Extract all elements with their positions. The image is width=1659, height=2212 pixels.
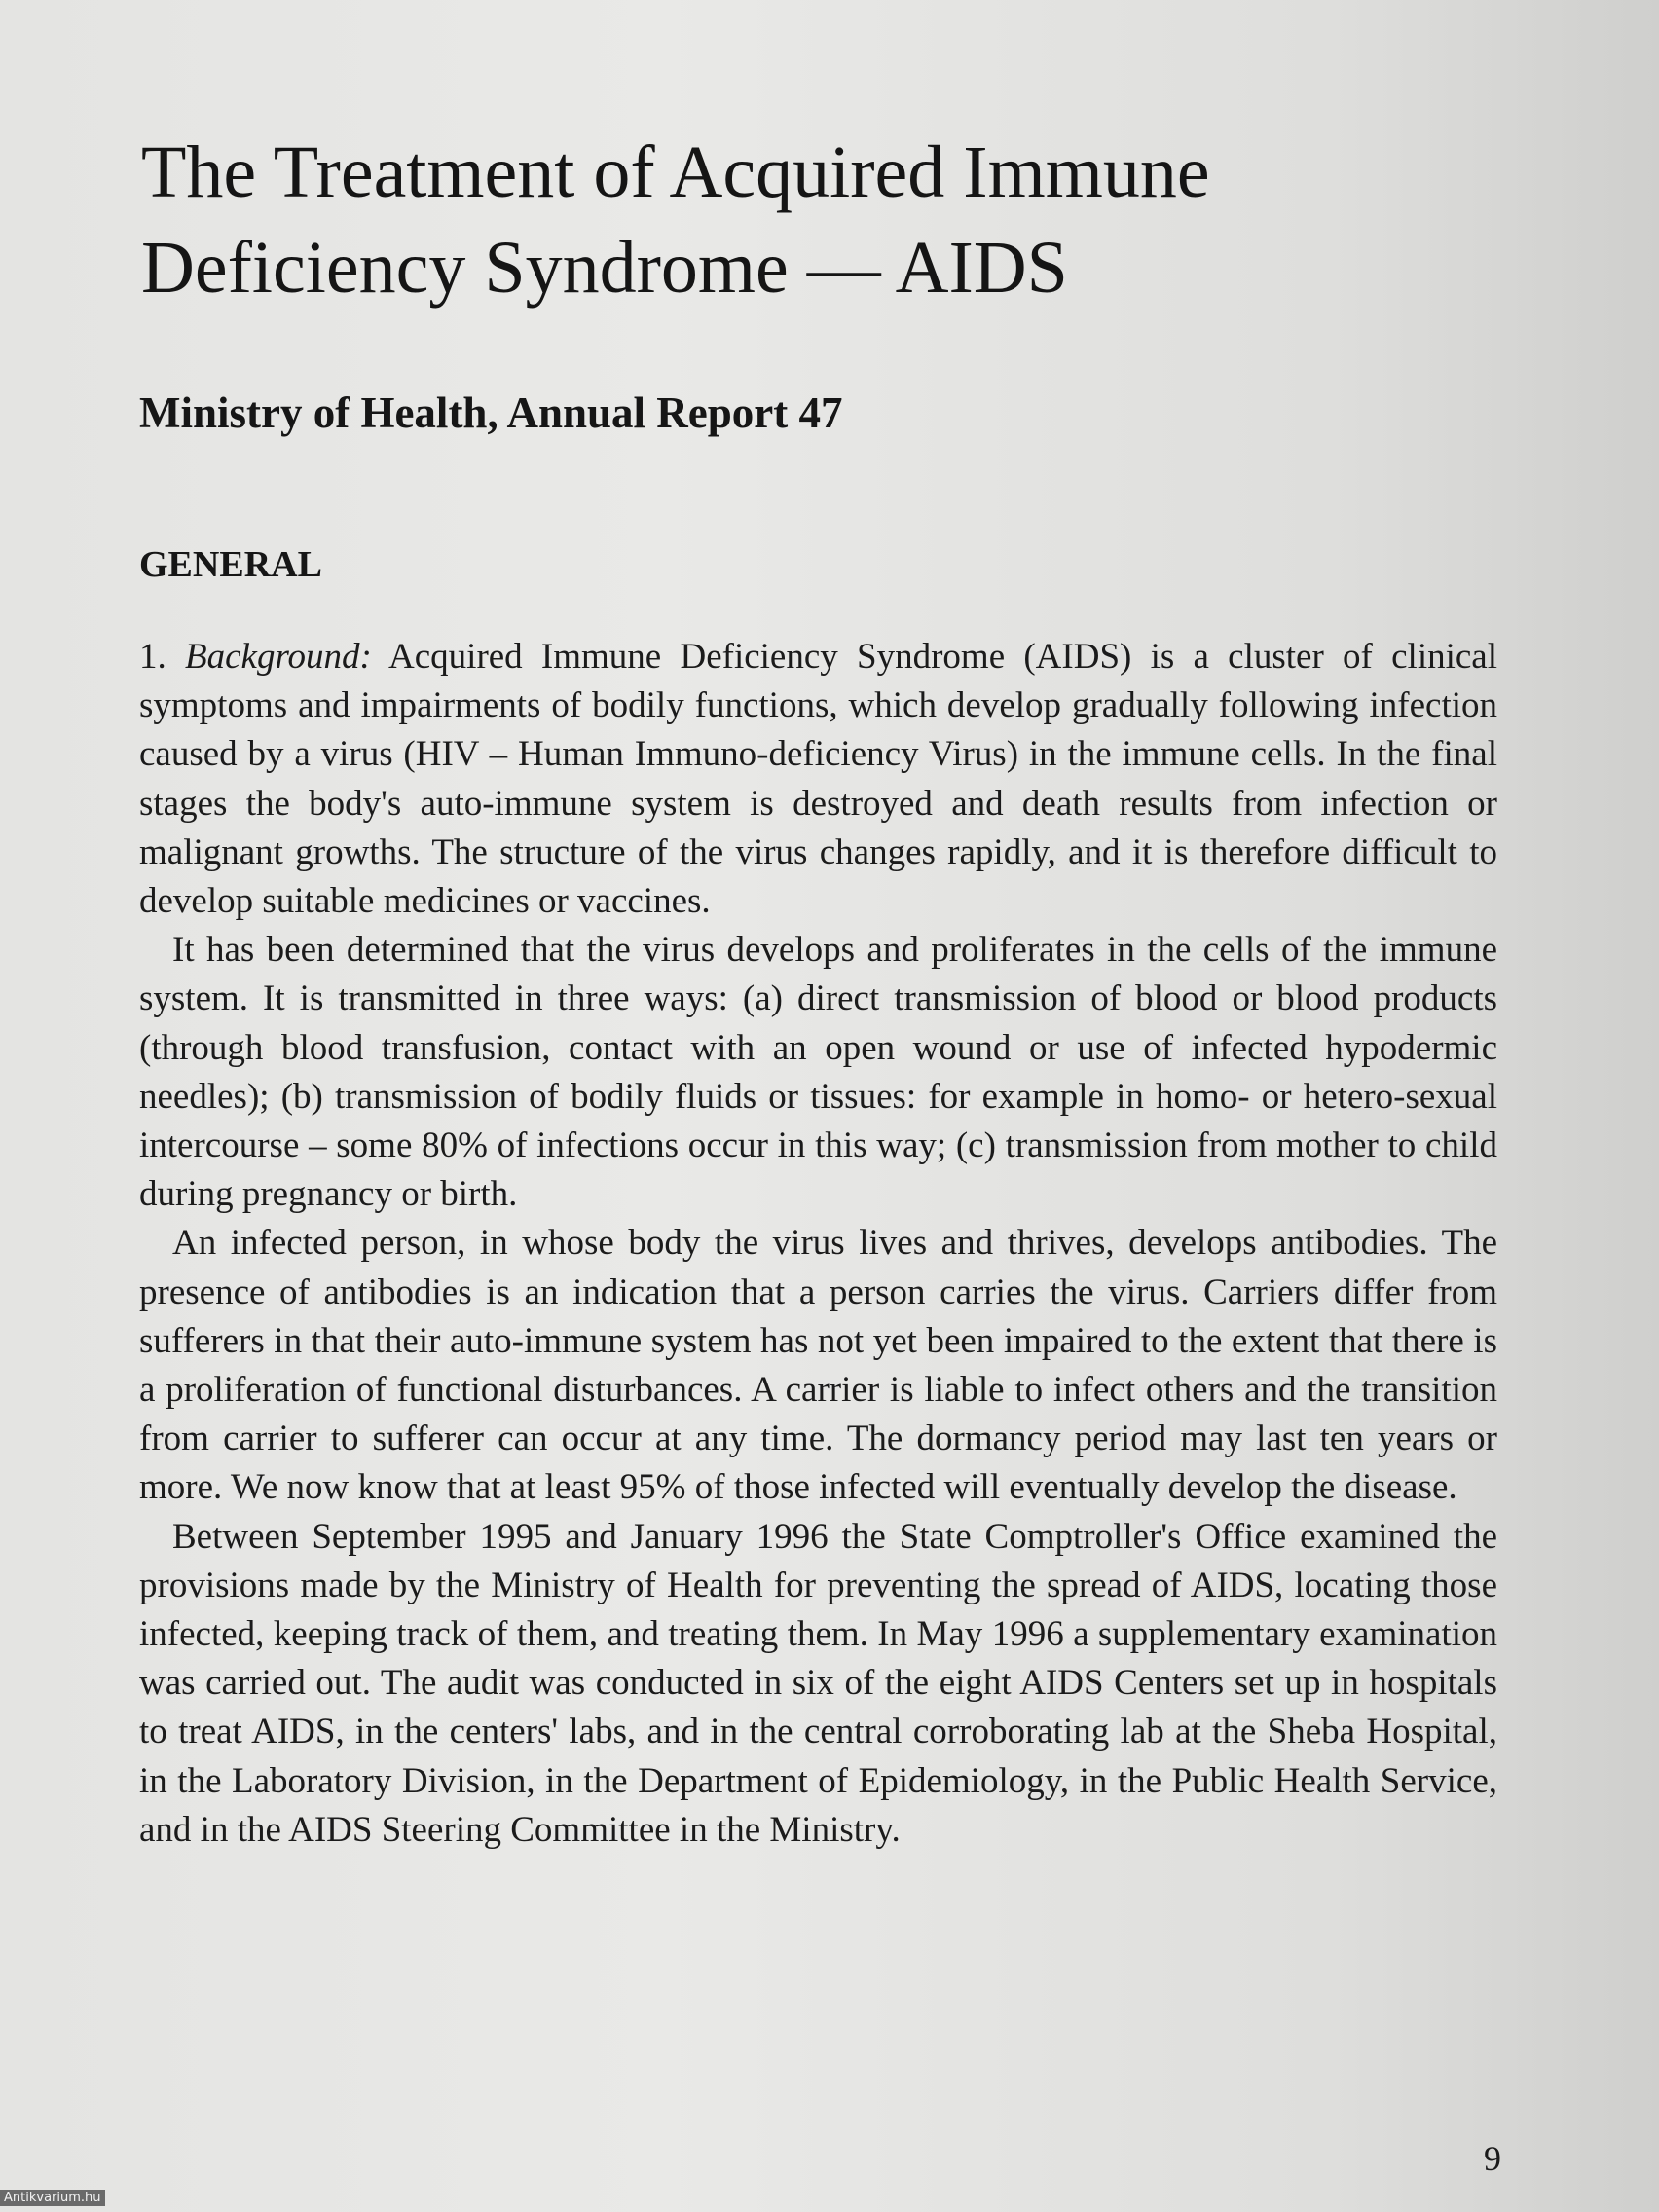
watermark: Antikvarium.hu — [0, 2190, 105, 2206]
paragraph-number: 1. — [139, 637, 166, 677]
document-subtitle: Ministry of Health, Annual Report 47 — [139, 388, 843, 437]
document-title: The Treatment of Acquired Immune Deficiency Syndrome — AIDS — [141, 131, 1210, 309]
paragraph-carriers: An infected person, in whose body the virus lives and thrives, develops antibodies. The presence of antibodies is an indication that a person carries the virus. Carriers differ from sufferers in that their auto-immune system has not yet been impaired to the extent that there is a proliferation of functional disturbances. A carrier is liable to infect others and the transition from carrier to sufferer can occur at any time. The dormancy period may last ten years or more. We now know that at least 95% of those infected will eventually develop the disease. — [139, 1223, 1497, 1508]
paragraph-audit: Between September 1995 and January 1996 the State Comptroller's Office examined the provisions made by the Ministry of Health for preventing the spread of AIDS, locating those infected, keeping track of them, and treating them. In May 1996 a supplementary examination was carried out. The audit was conducted in six of the eight AIDS Centers set up in hospitals to treat AIDS, in the centers' labs, and in the central corroborating lab at the Sheba Hospital, in the Laboratory Division, in the Department of Epidemiology, in the Public Health Service, and in the AIDS Steering Committee in the Ministry. — [139, 1516, 1497, 1850]
body-text — [139, 633, 1497, 1855]
paragraph-background — [139, 633, 1497, 926]
paragraph-text: Acquired Immune Deficiency Syndrome (AIDS) is a cluster of clinical symptoms and impairments of bodily functions, which develop gradually following infection caused by a virus (HIV – Human Immuno-deficiency Virus) in the immune cells. In the final stages the body's auto-immune system is destroyed and death results from infection or malignant growths. The structure of the virus changes rapidly, and it is therefore difficult to develop suitable medicines or vaccines. — [139, 637, 1498, 922]
page-number: 9 — [1484, 2139, 1501, 2178]
paragraph-transmission: It has been determined that the virus develops and proliferates in the cells of the immune system. It is transmitted in three ways: (a) direct transmission of blood or blood products (through blood transfusion, contact with an open wound or use of infected hypodermic needles); (b) transmission of bodily fluids or tissues: for example in homo- or hetero-sexual intercourse – some 80% of infections occur in this way; (c) transmission from mother to child during pregnancy or birth. — [139, 930, 1497, 1215]
section-heading: GENERAL — [139, 544, 322, 585]
paragraph-lead: Background: — [185, 637, 372, 677]
